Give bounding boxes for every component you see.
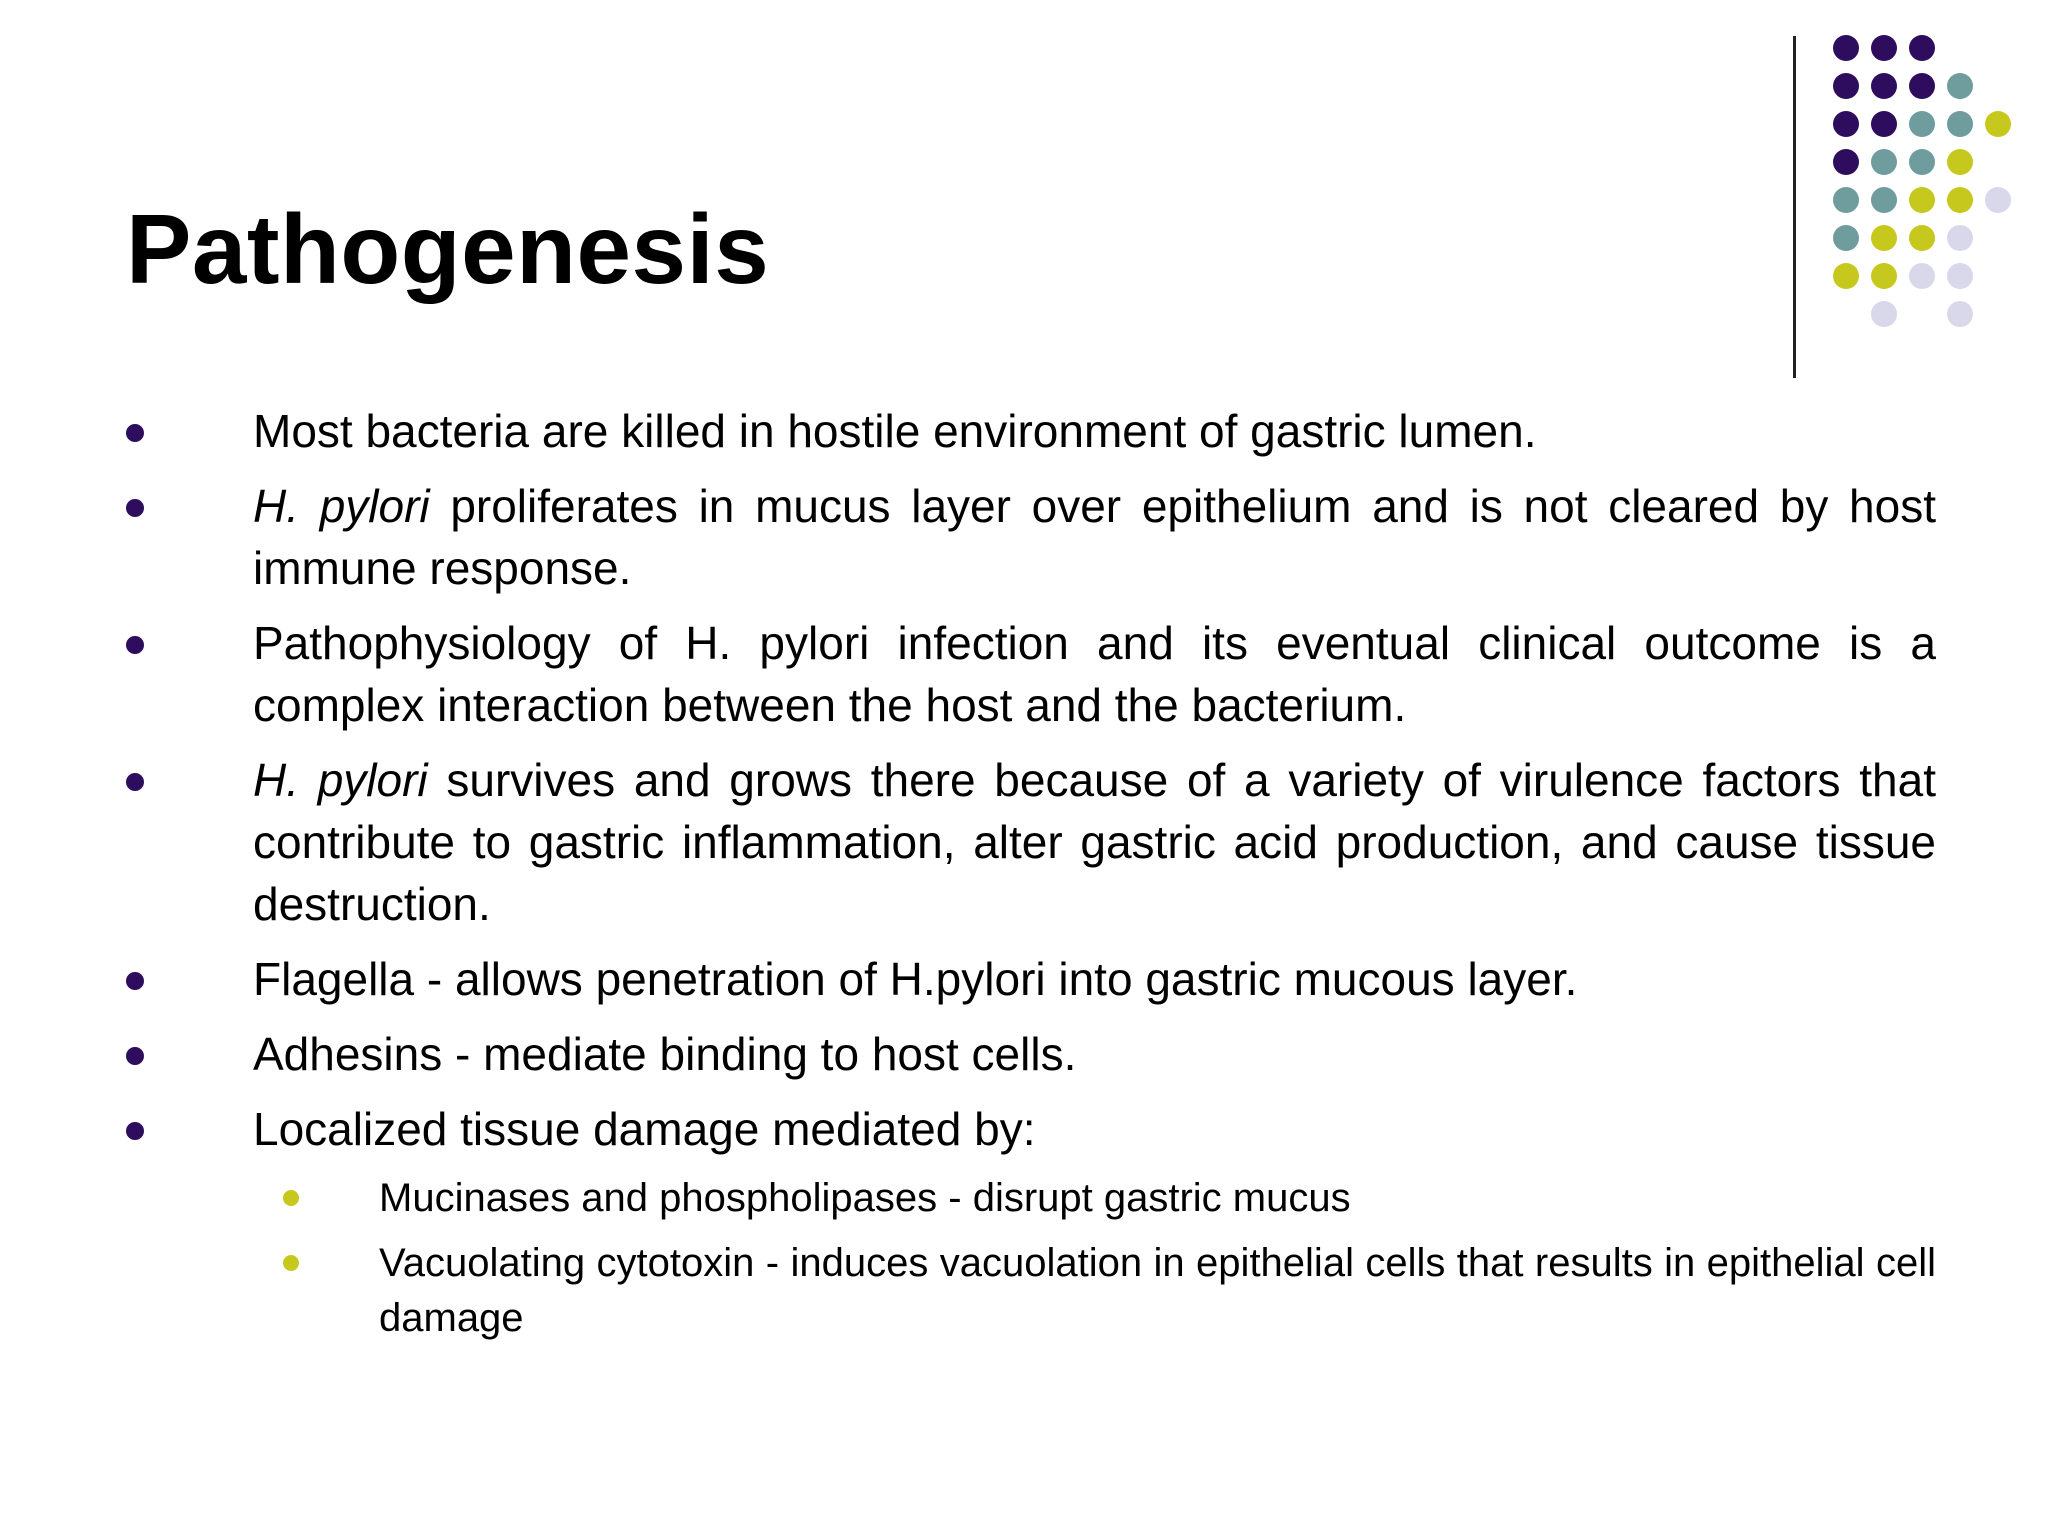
decorative-dot (1871, 111, 1897, 137)
bullet-item (126, 1098, 1936, 1160)
decorative-dot (1871, 35, 1897, 61)
decorative-dot (1909, 263, 1935, 289)
decorative-dot (1833, 263, 1859, 289)
bullet-text (253, 749, 1936, 935)
decorative-dot (1909, 73, 1935, 99)
decorative-dot (1871, 263, 1897, 289)
text-run: Most bacteria are killed in hostile environment of gastric lumen. (253, 405, 1537, 457)
bullet-item (126, 948, 1936, 1010)
decorative-dot (1947, 73, 1973, 99)
text-run: Flagella - allows penetration of H.pylori into gastric mucous layer. (253, 953, 1578, 1005)
sub-bullet-text: Mucinases and phospholipases - disrupt gastric mucus (379, 1176, 1351, 1220)
decorative-dot (1871, 149, 1897, 175)
bullet-item (126, 400, 1936, 462)
decorative-dot (1833, 225, 1859, 251)
text-run: Adhesins - mediate binding to host cells. (253, 1028, 1077, 1080)
bullet-text (253, 1023, 1936, 1085)
decorative-dot (1833, 187, 1859, 213)
decorative-dot (1833, 35, 1859, 61)
text-run: survives and grows there because of a variety of virulence factors that contribute to gastric inflammation, alter gastric acid production, and cause tissue destruction. (253, 754, 1936, 930)
italic-text: H. pylori (253, 480, 430, 532)
bullet-dot-icon (126, 1047, 144, 1065)
bullet-dot-icon (126, 1122, 144, 1140)
decorative-dot (1909, 225, 1935, 251)
text-run: Localized tissue damage mediated by: (253, 1103, 1036, 1155)
bullet-item (126, 1023, 1936, 1085)
bullet-item (126, 612, 1936, 736)
decorative-dot (1833, 73, 1859, 99)
bullet-text (253, 948, 1936, 1010)
bullet-item (126, 749, 1936, 935)
bullet-dot-icon (126, 636, 144, 654)
sub-bullet-dot-icon (283, 1255, 299, 1271)
decorative-dot (1833, 149, 1859, 175)
bullet-text (253, 1098, 1936, 1160)
bullet-item (126, 475, 1936, 599)
decorative-dot (1947, 301, 1973, 327)
sub-bullet-item (126, 1171, 1936, 1226)
bullet-dot-icon (126, 424, 144, 442)
bullet-dot-icon (126, 773, 144, 791)
italic-text: H. pylori (253, 754, 428, 806)
slide-body (126, 400, 1936, 1356)
decorative-dot (1947, 149, 1973, 175)
sub-bullet-item (126, 1236, 1936, 1346)
decorative-dot (1909, 35, 1935, 61)
bullet-text (253, 612, 1936, 736)
decorative-dot (1947, 225, 1973, 251)
decorative-dot (1833, 111, 1859, 137)
sub-bullet-text: Vacuolating cytotoxin - induces vacuolation in epithelial cells that results in epithelial cell damage (379, 1241, 1936, 1340)
text-run: Pathophysiology of H. pylori infection and its eventual clinical outcome is a complex interaction between the host and the bacterium. (253, 617, 1936, 731)
sub-bullet-dot-icon (283, 1190, 299, 1206)
decorative-dot (1947, 187, 1973, 213)
decorative-dot (1871, 225, 1897, 251)
bullet-text (253, 400, 1936, 462)
decorative-dot-grid (0, 0, 2048, 400)
sub-bullet-list (126, 1171, 1936, 1346)
decorative-dot (1985, 187, 2011, 213)
slide-title: Pathogenesis (126, 194, 770, 304)
bullet-text (253, 475, 1936, 599)
bullet-dot-icon (126, 499, 144, 517)
decorative-dot (1871, 301, 1897, 327)
text-run: proliferates in mucus layer over epithelium and is not cleared by host immune response. (253, 480, 1936, 594)
decorative-dot (1947, 111, 1973, 137)
decorative-dot (1947, 263, 1973, 289)
decorative-dot (1871, 187, 1897, 213)
decorative-dot (1909, 111, 1935, 137)
decorative-dot (1909, 187, 1935, 213)
bullet-list (126, 400, 1936, 1160)
decorative-dot (1985, 111, 2011, 137)
decorative-dot (1909, 149, 1935, 175)
bullet-dot-icon (126, 972, 144, 990)
decorative-dot (1871, 73, 1897, 99)
